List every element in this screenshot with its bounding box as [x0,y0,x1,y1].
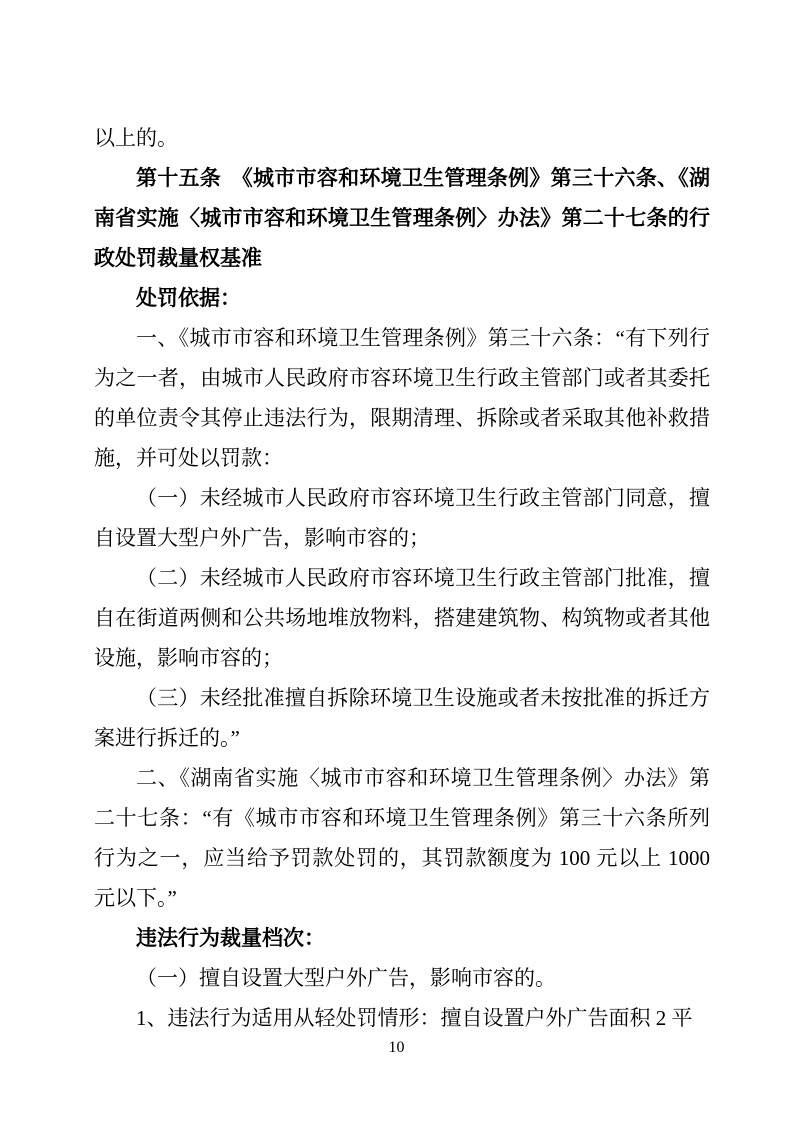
document-body [94,118,710,1038]
paragraph-level-1-detail: 1、违法行为适用从轻处罚情形：擅自设置户外广告面积 2 平 [136,1006,693,1030]
paragraph-subitem-1: （一）未经城市人民政府市容环境卫生行政主管部门同意，擅自设置大型户外广告，影响市容的； [94,486,710,550]
heading-penalty-basis: 处罚依据： [136,286,241,310]
heading-discretion-levels: 违法行为裁量档次： [136,926,325,950]
paragraph-continuation: 以上的。 [94,126,178,150]
paragraph-level-item-1: （一）擅自设置大型户外广告，影响市容的。 [136,966,556,990]
paragraph-regulation-article-36: 一、《城市市容和环境卫生管理条例》第三十六条：“有下列行为之一者，由城市人民政府市容环境卫生行政主管部门或者其委托的单位责令其停止违法行为，限期清理、拆除或者采取其他补救措施，并可处以罚款： [94,326,710,470]
heading-article-15: 第十五条 《城市市容和环境卫生管理条例》第三十六条、《湖南省实施〈城市市容和环境卫生管理条例〉办法》第二十七条的行政处罚裁量权基准 [94,166,710,270]
paragraph-hunan-measure-article-27: 二、《湖南省实施〈城市市容和环境卫生管理条例〉办法》第二十七条：“有《城市市容和环境卫生管理条例》第三十六条所列行为之一，应当给予罚款处罚的，其罚款额度为 100 元以上 1000 元以下。” [94,766,710,910]
paragraph-subitem-3: （三）未经批准擅自拆除环境卫生设施或者未按批准的拆迁方案进行拆迁的。” [94,686,710,750]
paragraph-subitem-2: （二）未经城市人民政府市容环境卫生行政主管部门批准，擅自在街道两侧和公共场地堆放物料，搭建建筑物、构筑物或者其他设施，影响市容的； [94,566,710,670]
page-number: 10 [388,1039,405,1056]
